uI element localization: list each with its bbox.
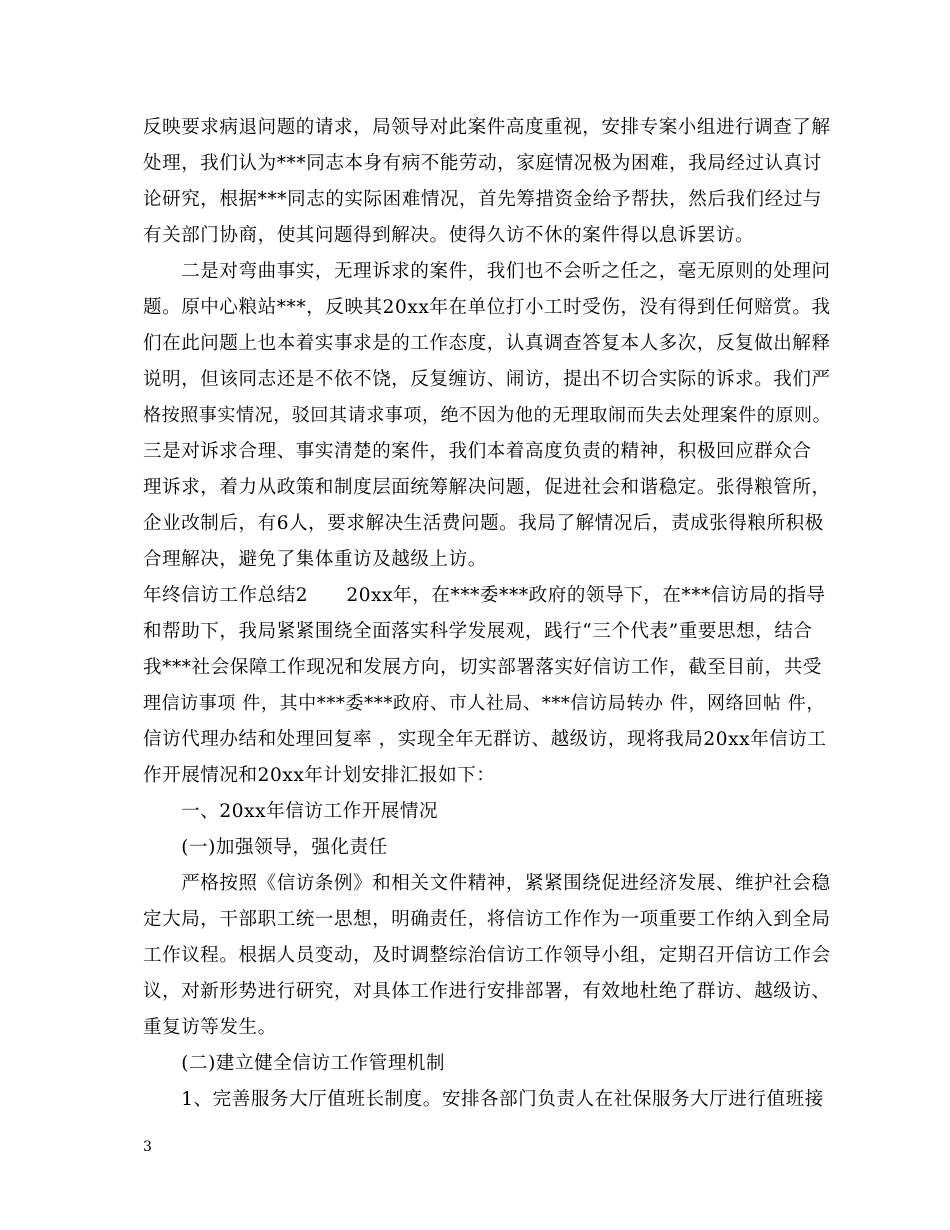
text-line: 议，对新形势进行研究，对具体工作进行安排部署，有效地杜绝了群访、越级访、 <box>143 981 831 1002</box>
text-line: 作开展情况和20xx年计划安排汇报如下： <box>143 765 496 786</box>
text-line: 和帮助下，我局紧紧围绕全面落实科学发展观，践行“三个代表”重要思想，结合 <box>143 621 813 642</box>
text-line: 企业改制后，有6人，要求解决生活费问题。我局了解情况后，责成张得粮所积极 <box>143 513 824 534</box>
text-line: 我***社会保障工作现况和发展方向，切实部署落实好信访工作，截至目前，共受 <box>143 657 822 678</box>
text-line: 三是对诉求合理、事实清楚的案件，我们本着高度负责的精神，积极回应群众合 <box>143 441 812 462</box>
text-line: 有关部门协商，使其问题得到解决。使得久访不休的案件得以息诉罢访。 <box>143 225 755 246</box>
text-line: 处理，我们认为***同志本身有病不能劳动，家庭情况极为困难，我局经过认真讨 <box>143 153 822 174</box>
page-number: 3 <box>143 1139 152 1155</box>
text-line: 题。原中心粮站***，反映其20xx年在单位打小工时受伤，没有得到任何赔赏。我 <box>143 297 831 318</box>
text-line: 说明，但该同志还是不依不饶，反复缠访、闹访，提出不切合实际的诉求。我们严 <box>143 369 831 390</box>
text-line: 工作议程。根据人员变动，及时调整综治信访工作领导小组，定期召开信访工作会 <box>143 945 831 966</box>
text-line: 们在此问题上也本着实事求是的工作态度，认真调查答复本人多次，反复做出解释 <box>143 333 831 354</box>
text-line: 格按照事实情况，驳回其请求事项，绝不因为他的无理取闹而失去处理案件的原则。 <box>143 405 832 426</box>
text-line: 反映要求病退问题的请求，局领导对此案件高度重视，安排专案小组进行调查了解 <box>143 117 831 138</box>
subsection-heading: (一)加强领导，强化责任 <box>143 837 388 858</box>
text-line: 二是对弯曲事实，无理诉求的案件，我们也不会听之任之，毫无原则的处理问 <box>143 261 831 282</box>
text-line: 1、完善服务大厅值班长制度。安排各部门负责人在社保服务大厅进行值班接 <box>143 1089 824 1110</box>
text-line: 定大局，干部职工统一思想，明确责任，将信访工作作为一项重要工作纳入到全局 <box>143 909 831 930</box>
text-line: 重复访等发生。 <box>143 1017 277 1038</box>
text-line: 合理解决，避免了集体重访及越级上访。 <box>143 549 487 570</box>
text-line: 信访代理办结和处理回复率 ，实现全年无群访、越级访，现将我局20xx年信访工 <box>143 729 827 750</box>
text-line: 严格按照《信访条例》和相关文件精神，紧紧围绕促进经济发展、维护社会稳 <box>143 873 831 894</box>
text-line: 论研究，根据***同志的实际困难情况，首先筹措资金给予帮扶，然后我们经过与 <box>143 189 822 210</box>
text-line: 年终信访工作总结2 20xx年，在***委***政府的领导下，在***信访局的指导 <box>143 585 826 606</box>
text-line: 理信访事项 件，其中***委***政府、市人社局、***信访局转办 件，网络回帖 件， <box>143 693 825 714</box>
section-heading: 一、20xx年信访工作开展情况 <box>143 801 439 822</box>
text-line: 理诉求，着力从政策和制度层面统筹解决问题，促进社会和谐稳定。张得粮管所， <box>143 477 831 498</box>
subsection-heading: (二)建立健全信访工作管理机制 <box>143 1053 446 1074</box>
